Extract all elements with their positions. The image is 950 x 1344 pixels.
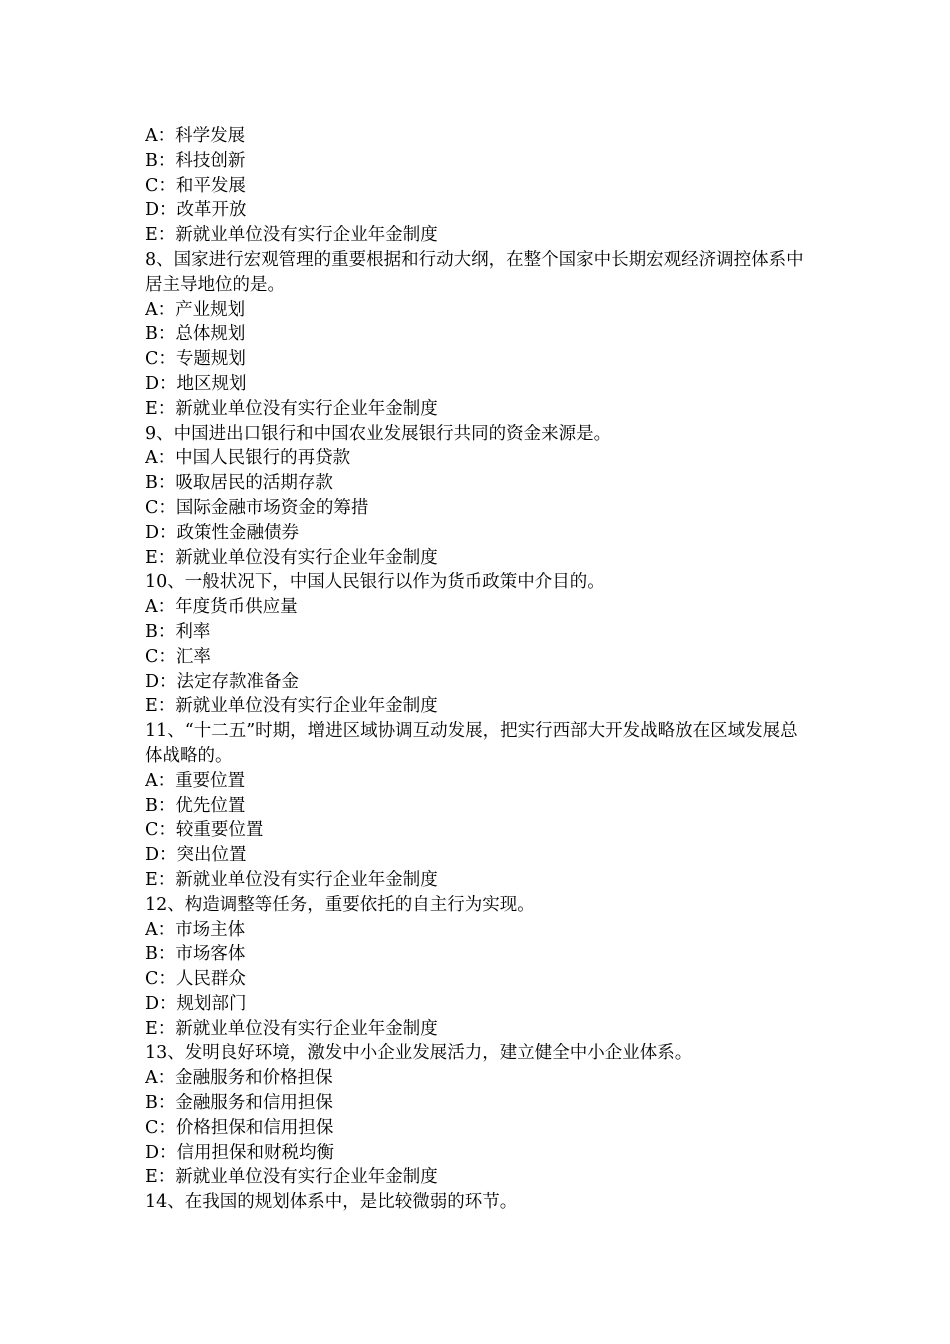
- answer-option: A：市场主体: [145, 919, 246, 940]
- answer-option: E：新就业单位没有实行企业年金制度: [145, 547, 438, 568]
- document-body: [145, 124, 810, 1215]
- answer-option: E：新就业单位没有实行企业年金制度: [145, 869, 438, 890]
- answer-option: E：新就业单位没有实行企业年金制度: [145, 398, 438, 419]
- answer-option: B：市场客体: [145, 944, 246, 965]
- answer-option: C：较重要位置: [145, 820, 264, 841]
- answer-option: A：科学发展: [145, 126, 246, 146]
- answer-option: A：产业规划: [145, 299, 246, 320]
- answer-option: A：重要位置: [145, 770, 246, 791]
- answer-option: C：人民群众: [145, 969, 246, 990]
- answer-option: D：突出位置: [145, 845, 247, 866]
- answer-option: A：中国人民银行的再贷款: [145, 448, 351, 469]
- answer-option: B：吸取居民的活期存款: [145, 473, 333, 494]
- question-text: 14、在我国的规划体系中，是比较微弱的环节。: [145, 1192, 518, 1213]
- answer-option: E：新就业单位没有实行企业年金制度: [145, 225, 438, 246]
- answer-option: E：新就业单位没有实行企业年金制度: [145, 696, 438, 717]
- answer-option: D：地区规划: [145, 373, 247, 394]
- question-text: 10、一般状况下，中国人民银行以作为货币政策中介目的。: [145, 572, 605, 593]
- answer-option: C：价格担保和信用担保: [145, 1117, 334, 1138]
- answer-option: B：金融服务和信用担保: [145, 1093, 333, 1114]
- answer-option: A：年度货币供应量: [145, 597, 298, 618]
- question-text: 8、国家进行宏观管理的重要根据和行动大纲，在整个国家中长期宏观经济调控体系中居主导地位的是。: [145, 249, 804, 295]
- answer-option: C：汇率: [145, 646, 211, 667]
- question-text: 9、中国进出口银行和中国农业发展银行共同的资金来源是。: [145, 423, 612, 444]
- answer-option: B：利率: [145, 621, 211, 642]
- answer-option: E：新就业单位没有实行企业年金制度: [145, 1167, 438, 1188]
- question-text: 12、构造调整等任务，重要依托的自主行为实现。: [145, 894, 535, 915]
- answer-option: D：法定存款准备金: [145, 671, 300, 692]
- answer-option: B：科技创新: [145, 150, 246, 171]
- answer-option: B：总体规划: [145, 324, 246, 345]
- answer-option: A：金融服务和价格担保: [145, 1068, 333, 1089]
- answer-option: D：政策性金融债券: [145, 522, 300, 543]
- answer-option: D：改革开放: [145, 200, 247, 221]
- answer-option: E：新就业单位没有实行企业年金制度: [145, 1018, 438, 1039]
- answer-option: D：信用担保和财税均衡: [145, 1142, 335, 1163]
- answer-option: C：和平发展: [145, 175, 246, 196]
- answer-option: C：国际金融市场资金的筹措: [145, 497, 369, 518]
- answer-option: B：优先位置: [145, 795, 246, 816]
- answer-option: C：专题规划: [145, 349, 246, 370]
- answer-option: D：规划部门: [145, 993, 247, 1014]
- question-text: 13、发明良好环境，激发中小企业发展活力，建立健全中小企业体系。: [145, 1043, 693, 1064]
- question-text: 11、“十二五”时期，增进区域协调互动发展，把实行西部大开发战略放在区域发展总体战略的。: [145, 721, 798, 766]
